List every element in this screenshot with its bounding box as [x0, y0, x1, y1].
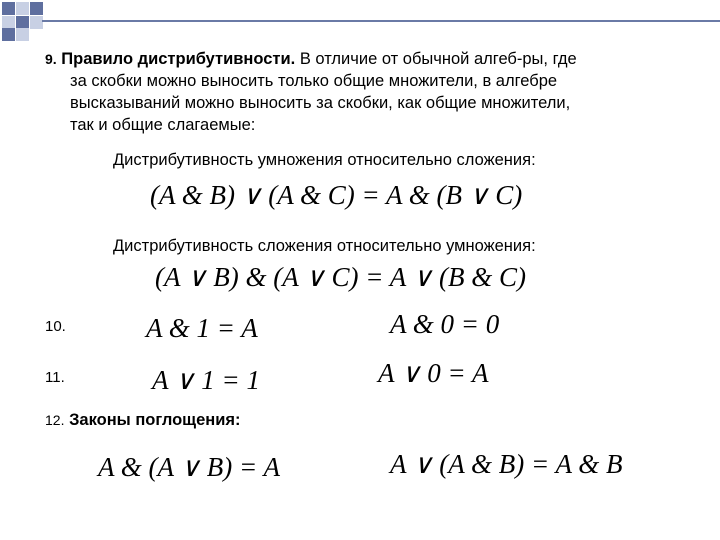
- formula-distributive-mult: (A & B) ∨ (A & C) = A & (B ∨ C): [150, 180, 523, 210]
- item-9-line4: так и общие слагаемые:: [70, 116, 256, 134]
- item-12-number: 12.: [45, 412, 65, 428]
- item-11-number: 11.: [45, 369, 65, 386]
- formula-distributive-add: (A ∨ B) & (A ∨ C) = A ∨ (B & C): [155, 262, 526, 292]
- formula-absorption-right: A ∨ (A & B) = A & B: [390, 449, 623, 479]
- item-9-line1: В отличие от обычной алгеб-ры, где: [295, 50, 577, 68]
- item-9-line2: за скобки можно выносить только общие множители, в алгебре: [70, 72, 558, 90]
- item-9-title: Правило дистрибутивности.: [61, 50, 296, 68]
- formula-11-left: A ∨ 1 = 1: [152, 365, 260, 395]
- formula-absorption-left: A & (A ∨ B) = A: [98, 452, 280, 482]
- title-rule: [42, 20, 720, 22]
- item-9-number: 9.: [45, 51, 57, 67]
- caption-distributive-mult: Дистрибутивность умножения относительно сложения:: [113, 151, 536, 169]
- formula-10-left: A & 1 = A: [146, 313, 258, 343]
- caption-distributive-add: Дистрибутивность сложения относительно умножения:: [113, 237, 536, 255]
- formula-10-right: A & 0 = 0: [390, 309, 500, 339]
- item-9-line3: высказываний можно выносить за скобки, как общие множители,: [70, 94, 571, 112]
- item-10-number: 10.: [45, 318, 66, 335]
- item-12-title: Законы поглощения:: [69, 411, 241, 429]
- item-12-heading: [45, 410, 241, 431]
- item-9-text: [45, 49, 705, 70]
- formula-11-right: A ∨ 0 = A: [378, 358, 489, 388]
